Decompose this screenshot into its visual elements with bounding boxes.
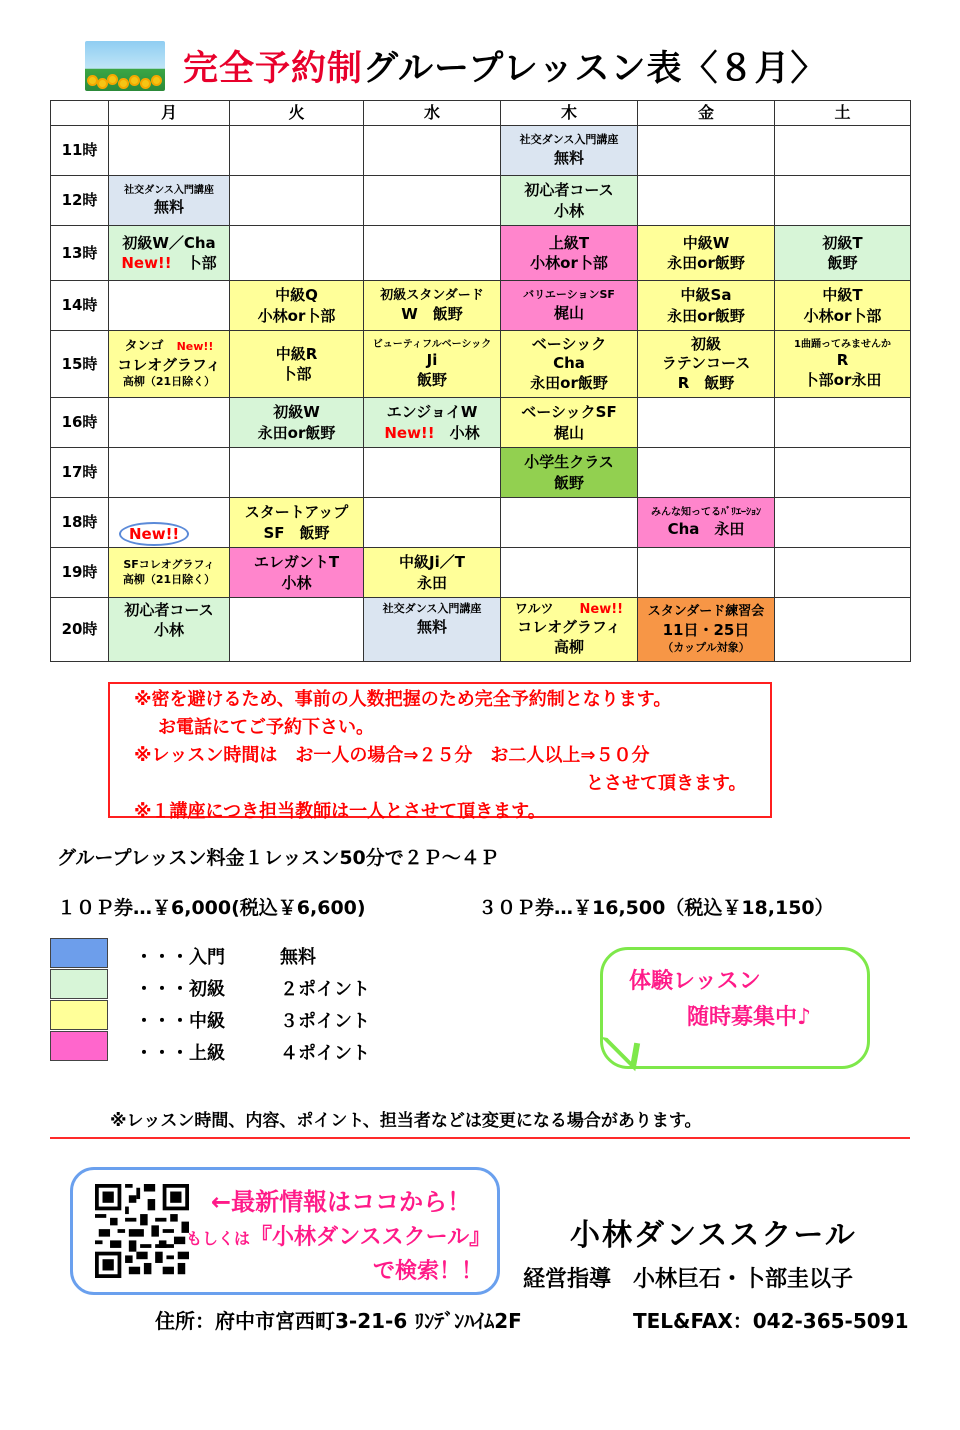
legend-item: ・・・中級 ３ポイント bbox=[135, 1011, 370, 1032]
hour-cell: 16時 bbox=[51, 398, 109, 448]
hour-cell: 13時 bbox=[51, 226, 109, 281]
tel-text: TEL&FAX：042-365-5091 bbox=[633, 1309, 909, 1333]
ticket-10p: １０Ｐ券…￥6,000(税込￥6,600) bbox=[57, 897, 366, 919]
schedule-table bbox=[50, 100, 911, 662]
day-header: 土 bbox=[775, 101, 911, 126]
lesson-cell bbox=[109, 126, 230, 176]
lesson-cell: 初級スタンダード W 飯野 bbox=[364, 281, 501, 331]
qr-code-icon[interactable] bbox=[95, 1184, 189, 1278]
hour-cell: 19時 bbox=[51, 548, 109, 598]
qr-info-box bbox=[70, 1167, 500, 1295]
legend-swatch bbox=[50, 1031, 108, 1061]
lesson-cell bbox=[775, 548, 911, 598]
lesson-cell: 社交ダンス入門講座 無料 bbox=[501, 126, 638, 176]
lesson-cell: ワルツ New!! コレオグラフィ 高柳 bbox=[501, 598, 638, 662]
new-badge: New!! bbox=[119, 522, 189, 546]
lesson-cell bbox=[775, 448, 911, 498]
lesson-cell bbox=[775, 398, 911, 448]
lesson-cell bbox=[109, 398, 230, 448]
lesson-cell: ベーシック Cha 永田or飯野 bbox=[501, 331, 638, 398]
day-header: 月 bbox=[109, 101, 230, 126]
lesson-cell bbox=[230, 126, 364, 176]
lesson-cell: タンゴ New!! コレオグラフィ 高柳（21日除く） bbox=[109, 331, 230, 398]
day-header: 火 bbox=[230, 101, 364, 126]
legend-swatch bbox=[50, 938, 108, 968]
lesson-cell: 中級R 卜部 bbox=[230, 331, 364, 398]
lesson-cell: 上級T 小林or卜部 bbox=[501, 226, 638, 281]
hour-cell: 17時 bbox=[51, 448, 109, 498]
hour-cell: 18時 bbox=[51, 498, 109, 548]
table-row bbox=[51, 598, 911, 662]
lesson-cell bbox=[638, 126, 775, 176]
lesson-cell bbox=[638, 448, 775, 498]
lesson-cell: エンジョイW New!! 小林 bbox=[364, 398, 501, 448]
legend-item: ・・・初級 ２ポイント bbox=[135, 979, 370, 1000]
address-text: 住所：府中市宮西町3-21-6 ﾘﾝﾃﾞﾝﾊｲﾑ2F bbox=[155, 1309, 522, 1333]
change-notice: ※レッスン時間、内容、ポイント、担当者などは変更になる場合があります。 bbox=[110, 1111, 702, 1131]
table-row bbox=[51, 226, 911, 281]
lesson-cell bbox=[638, 176, 775, 226]
table-row bbox=[51, 126, 911, 176]
day-header: 金 bbox=[638, 101, 775, 126]
table-row bbox=[51, 548, 911, 598]
lesson-cell: 社交ダンス入門講座 無料 bbox=[109, 176, 230, 226]
table-row bbox=[51, 281, 911, 331]
table-row bbox=[51, 498, 911, 548]
lesson-cell bbox=[230, 448, 364, 498]
day-header: 木 bbox=[501, 101, 638, 126]
legend-item: ・・・入門 無料 bbox=[135, 947, 316, 968]
legend-swatch bbox=[50, 1000, 108, 1030]
lesson-cell: 中級Sa 永田or飯野 bbox=[638, 281, 775, 331]
lesson-cell bbox=[364, 448, 501, 498]
manager-text: 経営指導 小林巨石・卜部圭以子 bbox=[523, 1267, 854, 1292]
table-row bbox=[51, 331, 911, 398]
legend-swatch bbox=[50, 969, 108, 999]
trial-lesson-bubble: 体験レッスン 随時募集中♪ bbox=[600, 947, 870, 1069]
search-cta: で検索！！ bbox=[373, 1259, 484, 1284]
lesson-cell bbox=[230, 176, 364, 226]
lesson-cell: 初級 ラテンコース R 飯野 bbox=[638, 331, 775, 398]
lesson-cell bbox=[109, 448, 230, 498]
latest-info-label: ←最新情報はココから！ bbox=[211, 1188, 472, 1216]
lesson-cell bbox=[775, 126, 911, 176]
divider bbox=[50, 1137, 910, 1139]
lesson-cell: ビューティフルベーシック Ji 飯野 bbox=[364, 331, 501, 398]
table-row bbox=[51, 448, 911, 498]
lesson-cell: エレガントT 小林 bbox=[230, 548, 364, 598]
ticket-30p: ３０Ｐ券…￥16,500（税込￥18,150） bbox=[478, 897, 834, 919]
corner-cell bbox=[51, 101, 109, 126]
table-header-row bbox=[51, 101, 911, 126]
lesson-cell bbox=[775, 176, 911, 226]
lesson-cell bbox=[364, 226, 501, 281]
lesson-cell bbox=[775, 498, 911, 548]
lesson-cell bbox=[638, 548, 775, 598]
lesson-cell: 初級W／Cha New!! 卜部 bbox=[109, 226, 230, 281]
lesson-cell bbox=[364, 126, 501, 176]
lesson-cell: スタートアップ SF 飯野 bbox=[230, 498, 364, 548]
lesson-cell bbox=[501, 498, 638, 548]
lesson-cell: 初心者コース 小林 bbox=[501, 176, 638, 226]
lesson-cell bbox=[109, 498, 230, 548]
lesson-cell: 1曲踊ってみませんか R 卜部or永田 bbox=[775, 331, 911, 398]
table-row bbox=[51, 176, 911, 226]
table-row bbox=[51, 398, 911, 448]
lesson-cell: 初級W 永田or飯野 bbox=[230, 398, 364, 448]
lesson-cell bbox=[364, 498, 501, 548]
sunflower-image bbox=[85, 41, 165, 91]
lesson-cell bbox=[364, 176, 501, 226]
lesson-cell: 小学生クラス 飯野 bbox=[501, 448, 638, 498]
lesson-cell: SFコレオグラフィ 高柳（21日除く） bbox=[109, 548, 230, 598]
lesson-cell bbox=[638, 398, 775, 448]
hour-cell: 15時 bbox=[51, 331, 109, 398]
reservation-notice: ※密を避けるため、事前の人数把握のため完全予約制となります。 お電話にてご予約下さい。 ※レッスン時間は お一人の場合⇒２５分 お二人以上⇒５０分 とさせて頂きます。 ※１講座につき担当教師は一人とさせて頂きます。 bbox=[108, 682, 772, 818]
lesson-cell: ベーシックSF 梶山 bbox=[501, 398, 638, 448]
lesson-cell: 社交ダンス入門講座 無料 bbox=[364, 598, 501, 662]
page-title: 完全予約制グループレッスン表〈８月〉 bbox=[183, 49, 827, 89]
hour-cell: 12時 bbox=[51, 176, 109, 226]
pricing-text: グループレッスン料金１レッスン50分で２Ｐ～４Ｐ bbox=[57, 847, 499, 869]
lesson-cell: スタンダード練習会 11日・25日 （カップル対象） bbox=[638, 598, 775, 662]
lesson-cell: バリエーションSF 梶山 bbox=[501, 281, 638, 331]
hour-cell: 14時 bbox=[51, 281, 109, 331]
lesson-cell: 中級Q 小林or卜部 bbox=[230, 281, 364, 331]
search-hint: もしくは『小林ダンススクール』 bbox=[186, 1225, 492, 1250]
hour-cell: 20時 bbox=[51, 598, 109, 662]
lesson-cell: 中級T 小林or卜部 bbox=[775, 281, 911, 331]
hour-cell: 11時 bbox=[51, 126, 109, 176]
day-header: 水 bbox=[364, 101, 501, 126]
lesson-cell bbox=[109, 281, 230, 331]
lesson-cell: 中級Ji／T 永田 bbox=[364, 548, 501, 598]
school-name: 小林ダンススクール bbox=[570, 1218, 857, 1253]
lesson-cell: みんな知ってるﾊﾞﾘｴｰｼｮﾝ Cha 永田 bbox=[638, 498, 775, 548]
header bbox=[85, 38, 826, 94]
lesson-cell: 初心者コース 小林 bbox=[109, 598, 230, 662]
lesson-cell bbox=[775, 598, 911, 662]
lesson-cell bbox=[230, 226, 364, 281]
lesson-cell: 初級T 飯野 bbox=[775, 226, 911, 281]
lesson-cell bbox=[230, 598, 364, 662]
legend-item: ・・・上級 ４ポイント bbox=[135, 1043, 370, 1064]
lesson-cell: 中級W 永田or飯野 bbox=[638, 226, 775, 281]
lesson-cell bbox=[501, 548, 638, 598]
